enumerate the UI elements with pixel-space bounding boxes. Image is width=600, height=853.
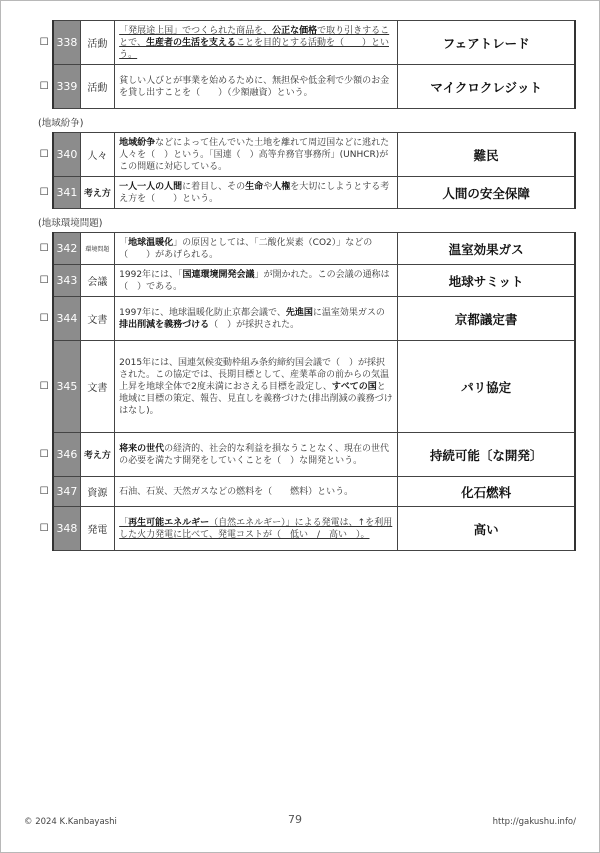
question-category: 考え方 <box>80 177 115 209</box>
question-text: 2015年には、国連気候変動枠組み条約締約国会議で（ ）が採択された。この協定では、長期目標として、産業革命の前からの気温上昇を地球全体で2度未満におさえる目標を設定し、すべての国と地域に目標の策定、報告、見直しを義務づけた(排出削減の義務づけはなし)。 <box>115 341 398 433</box>
table-row <box>36 133 575 177</box>
question-category: 人々 <box>80 133 115 177</box>
checkbox[interactable]: ☐ <box>39 313 49 324</box>
table-row <box>36 65 575 109</box>
question-number: 339 <box>53 65 80 109</box>
question-text: 「再生可能エネルギー（自然エネルギー）」による発電は、↑を利用した火力発電に比べて、発電コストが（ 低い / 高い ）。 <box>115 507 398 551</box>
question-category: 環境問題 <box>80 233 115 265</box>
answer: 難民 <box>398 133 575 177</box>
answer: マイクロクレジット <box>398 65 575 109</box>
section-heading-regional-conflict: (地域紛争) <box>38 118 84 129</box>
answer: フェアトレード <box>398 21 575 65</box>
table-row <box>36 177 575 209</box>
checkbox[interactable]: ☐ <box>39 149 49 160</box>
question-number: 342 <box>53 233 80 265</box>
question-number: 348 <box>53 507 80 551</box>
answer: パリ協定 <box>398 341 575 433</box>
answer: 地球サミット <box>398 265 575 297</box>
answer: 温室効果ガス <box>398 233 575 265</box>
question-number: 340 <box>53 133 80 177</box>
question-number: 345 <box>53 341 80 433</box>
question-category: 活動 <box>80 65 115 109</box>
question-table-c <box>36 232 576 551</box>
question-text: 貧しい人びとが事業を始めるために、無担保や低金利で少額のお金を貸し出すことを（ ）（少額融資）という。 <box>115 65 398 109</box>
table-row <box>36 265 575 297</box>
question-category: 発電 <box>80 507 115 551</box>
question-text: 石油、石炭、天然ガスなどの燃料を（ 燃料）という。 <box>115 477 398 507</box>
checkbox[interactable]: ☐ <box>39 275 49 286</box>
answer: 持続可能〔な開発〕 <box>398 433 575 477</box>
table-row <box>36 21 575 65</box>
answer: 京都議定書 <box>398 297 575 341</box>
checkbox[interactable]: ☐ <box>39 449 49 460</box>
checkbox[interactable]: ☐ <box>39 37 49 48</box>
table-row <box>36 341 575 433</box>
table-row <box>36 233 575 265</box>
answer: 高い <box>398 507 575 551</box>
answer: 化石燃料 <box>398 477 575 507</box>
worksheet <box>36 20 576 551</box>
question-category: 活動 <box>80 21 115 65</box>
question-text: 一人一人の人間に着目し、その生命や人権を大切にしようとする考え方を（ ）という。 <box>115 177 398 209</box>
checkbox[interactable]: ☐ <box>39 486 49 497</box>
question-text: 1992年には、「国連環境開発会議」が開かれた。この会議の通称は（ ）である。 <box>115 265 398 297</box>
table-row <box>36 507 575 551</box>
question-table-a <box>36 20 576 109</box>
table-row <box>36 297 575 341</box>
question-text: 「発展途上国」でつくられた商品を、公正な価格で取り引きすることで、生産者の生活を支えることを目的とする活動を（ ）という。 <box>115 21 398 65</box>
question-text: 地域紛争などによって住んでいた土地を離れて周辺国などに逃れた人々を（ ）という。「国連（ ）高等弁務官事務所」(UNHCR)がこの問題に対応している。 <box>115 133 398 177</box>
question-number: 343 <box>53 265 80 297</box>
question-category: 会議 <box>80 265 115 297</box>
question-number: 338 <box>53 21 80 65</box>
question-category: 考え方 <box>80 433 115 477</box>
question-text: 1997年に、地球温暖化防止京都会議で、先進国に温室効果ガスの排出削減を義務づける（ ）が採択された。 <box>115 297 398 341</box>
table-row <box>36 433 575 477</box>
copyright-text: © 2024 K.Kanbayashi <box>24 817 117 827</box>
checkbox[interactable]: ☐ <box>39 81 49 92</box>
question-number: 341 <box>53 177 80 209</box>
checkbox[interactable]: ☐ <box>39 381 49 392</box>
question-number: 346 <box>53 433 80 477</box>
question-category: 文書 <box>80 341 115 433</box>
question-text: 「地球温暖化」の原因としては、「二酸化炭素（CO2）」などの（ ）があげられる。 <box>115 233 398 265</box>
question-number: 347 <box>53 477 80 507</box>
table-row <box>36 477 575 507</box>
page-number: 79 <box>288 813 302 826</box>
question-text: 将来の世代の経済的、社会的な利益を損なうことなく、現在の世代の必要を満たす開発をしていくことを（ ）な開発という。 <box>115 433 398 477</box>
site-url-link[interactable]: http://gakushu.info/ <box>492 817 576 827</box>
checkbox[interactable]: ☐ <box>39 523 49 534</box>
question-category: 資源 <box>80 477 115 507</box>
checkbox[interactable]: ☐ <box>39 187 49 198</box>
section-heading-global-environment: (地球環境問題) <box>38 218 103 229</box>
question-category: 文書 <box>80 297 115 341</box>
checkbox[interactable]: ☐ <box>39 243 49 254</box>
answer: 人間の安全保障 <box>398 177 575 209</box>
question-table-b <box>36 132 576 209</box>
question-number: 344 <box>53 297 80 341</box>
